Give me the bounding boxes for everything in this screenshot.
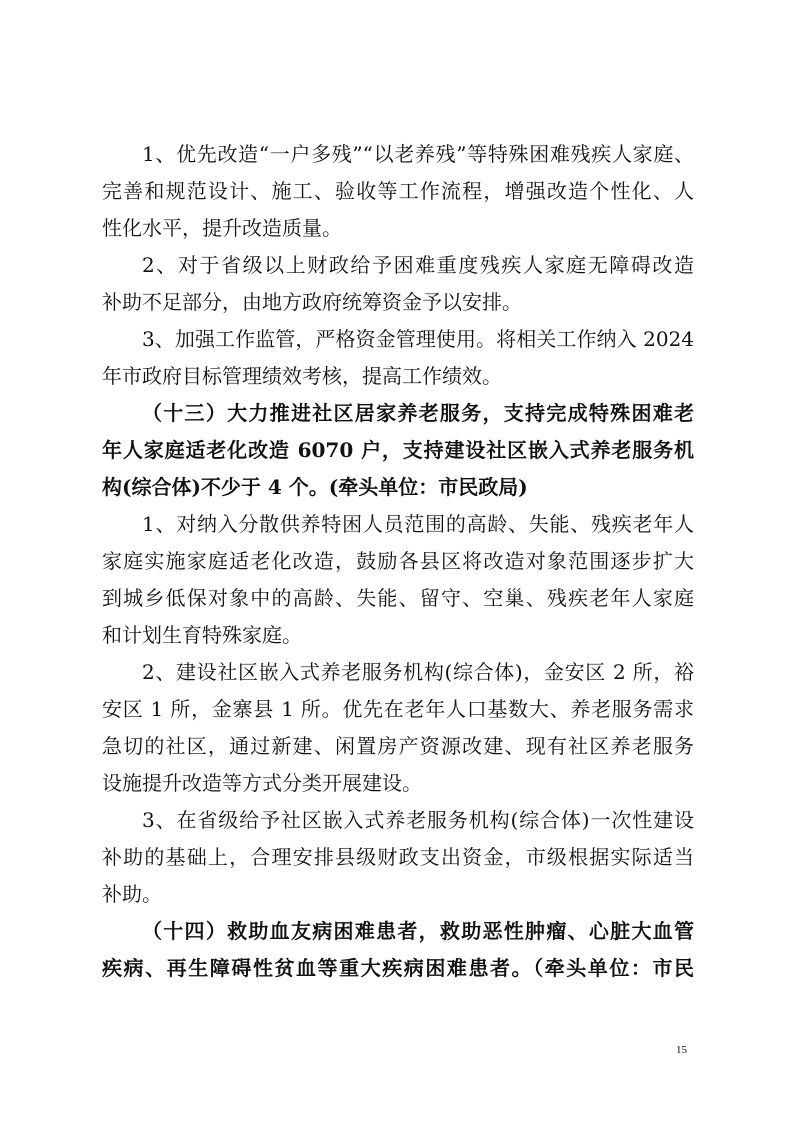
paragraph-line: 设施提升改造等方式分类开展建设。 [102, 771, 422, 795]
paragraph-line: 补助的基础上，合理安排县级财政支出资金，市级根据实际适当 [102, 845, 694, 869]
paragraph-line: 补助。 [102, 882, 162, 906]
paragraph-line: 年市政府目标管理绩效考核，提高工作绩效。 [102, 364, 502, 388]
paragraph-line: 急切的社区，通过新建、闲置房产资源改建、现有社区养老服务 [102, 734, 694, 758]
section-heading-line: 年人家庭适老化改造 6070 户，支持建设社区嵌入式养老服务机 [102, 438, 694, 462]
paragraph-line: 家庭实施家庭适老化改造，鼓励各县区将改造对象范围逐步扩大 [102, 549, 694, 573]
paragraph-line: 2、建设社区嵌入式养老服务机构(综合体)，金安区 2 所，裕 [142, 660, 694, 684]
page-number: 15 [676, 1044, 687, 1056]
paragraph-line: 3、在省级给予社区嵌入式养老服务机构(综合体)一次性建设 [142, 808, 694, 832]
paragraph-line: 1、对纳入分散供养特困人员范围的高龄、失能、残疾老年人 [142, 512, 694, 536]
section-heading-line: 疾病、再生障碍性贫血等重大疾病困难患者。（牵头单位：市民 [102, 956, 694, 980]
paragraph-line: 3、加强工作监管，严格资金管理使用。将相关工作纳入 2024 [142, 327, 694, 351]
paragraph-line: 性化水平，提升改造质量。 [102, 216, 342, 240]
section-heading-line: （十三）大力推进社区居家养老服务，支持完成特殊困难老 [142, 401, 694, 425]
paragraph-line: 安区 1 所，金寨县 1 所。优先在老年人口基数大、养老服务需求 [102, 697, 694, 721]
paragraph-line: 到城乡低保对象中的高龄、失能、留守、空巢、残疾老年人家庭 [102, 586, 694, 610]
paragraph-line: 2、对于省级以上财政给予困难重度残疾人家庭无障碍改造 [142, 253, 694, 277]
section-heading-line: （十四）救助血友病困难患者，救助恶性肿瘤、心脏大血管 [142, 919, 694, 943]
section-heading-line: 构(综合体)不少于 4 个。(牵头单位：市民政局) [102, 475, 528, 499]
paragraph-line: 补助不足部分，由地方政府统筹资金予以安排。 [102, 290, 522, 314]
paragraph-line: 和计划生育特殊家庭。 [102, 623, 302, 647]
paragraph-line: 完善和规范设计、施工、验收等工作流程，增强改造个性化、人 [102, 179, 694, 203]
paragraph-line: 1、优先改造“一户多残”“以老养残”等特殊困难残疾人家庭、 [142, 142, 694, 166]
